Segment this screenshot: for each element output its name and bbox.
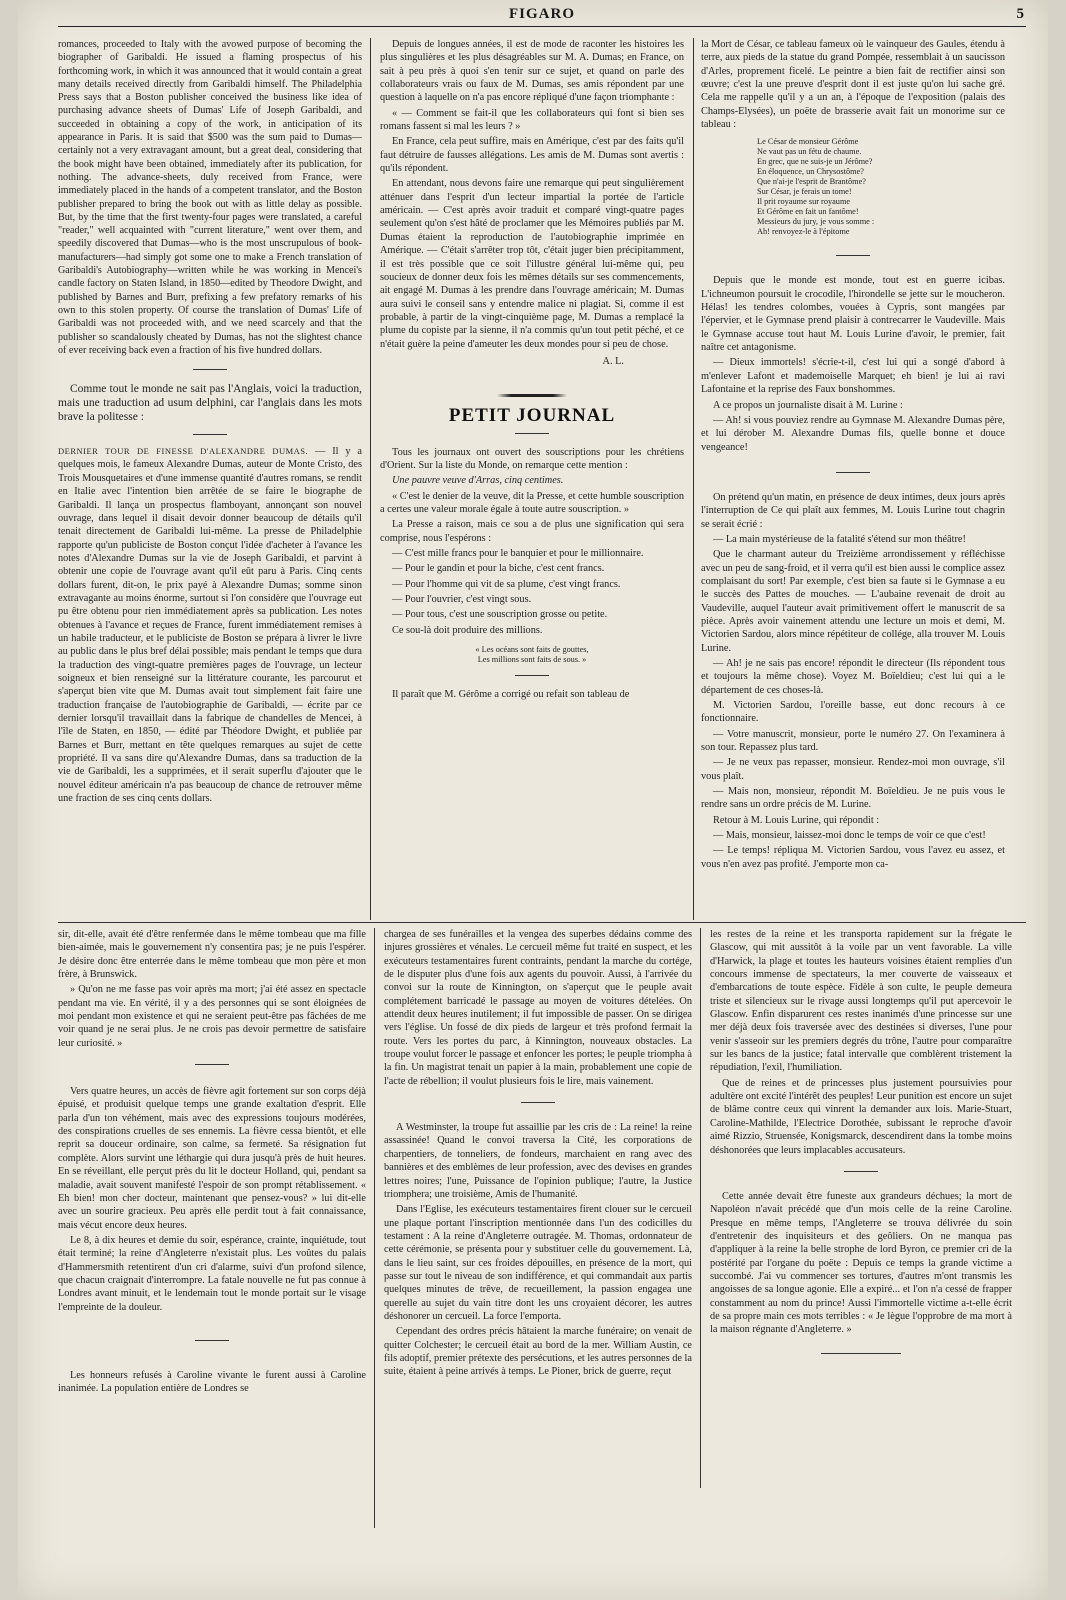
poem-line: En grec, que ne suis-je un Jérôme? xyxy=(757,157,873,167)
feuilleton-column-2 xyxy=(384,928,692,1530)
paragraph: Depuis que le monde est monde, tout est en guerre icibas. L'ichneumon poursuit le crocodile, l'hirondelle se jette sur le moucheron. Hélas! les tendres colombes, vouées à Cypris, sont mangées par l'épervier, et le Gymnase prend plaisir à contrecarrer le Vaudeville. Mais le Gymnase accuse tout haut M. Louis Lurine d'avoir, le premier, fait naître cet antagonisme. xyxy=(701,275,1005,354)
paragraph: A Westminster, la troupe fut assaillie par les cris de : La reine! la reine assassinée! Quand le convoi traversa la Cité, les corporations de charpentiers, de tonneliers, de fondeurs, marchaient en rang avec des bannières et des emblèmes de leur profession, avec des devises en grandes lettres noires; l'une, Puissance de l'opinion publique; l'autre, la Justice triomphera; une troisième, Amis de l'humanité. xyxy=(384,1122,692,1200)
ornament-rule xyxy=(497,394,567,397)
paragraph: Il paraît que M. Gérôme a corrigé ou refait son tableau de xyxy=(392,689,630,701)
quote xyxy=(380,645,684,665)
paragraph: la Mort de César, ce tableau fameux où le vainqueur des Gaules, étendu à terre, aux pieds de la statue du grand Pompée, ressemblait à un saucisson d'Arles, proprement ficelé. Le peintre a bien fait de rectifier ainsi son œuvre; c'est la une preuve d'esprit dont il est juste qu'on lui sache gré. Cela me rappelle qu'il y a un an, à l'époque de l'exposition (palais des Champs-Elysées), un poëte de brasserie avait fait un monorime sur ce tableau : xyxy=(701,39,1005,131)
paragraph: — Mais, monsieur, laissez-moi donc le temps de voir ce que c'est! xyxy=(713,830,986,842)
column-2 xyxy=(380,38,684,918)
paragraph: les restes de la reine et les transporta rapidement sur la frégate le Glascow, qui mit aussitôt à la voile par un vent favorable. La ville d'Harwick, la plage et toutes les hauteurs voisines étaient remplies d'un concours immense de spectateurs, la mer couverte de vaisseaux et d'embarcations de toute espèce. Fidèle à son culte, le peuple demeura triste et silencieux sur le rivage aussi longtemps qu'il put apercevoir le Glascow. Enfin disparurent ces restes inanimés d'une princesse sur une mer déjà deux fois traversée avec des destinées si diverses, l'une pour venir s'asseoir sur les premiers degrés du trône, l'autre pour comparaître sur les bancs de la justice; fatal intervalle que comblèrent tristement la répudiation, l'exil, l'humiliation. xyxy=(710,929,1012,1074)
paragraph: Vers quatre heures, un accès de fièvre agit fortement sur son corps déjà épuisé, et produisit quelque temps une grande exaltation d'esprit. Elle parla d'un ton véhément, mais avec des expressions toujours modérées, des conspirations cruelles de ses ennemis. La fièvre cessa bientôt, et elle reprit sa douceur ordinaire, son calme, sa fermeté. Sa résignation fut complète. Alors survint une léthargie qui dura jusqu'à près de huit heures. En se réveillant, elle perçut près du lit le docteur Holland, qui, pendant sa maladie, avait souvent manifesté l'espoir de son prompt rétablissement. « Eh bien! mon cher docteur, maintenant que pensez-vous? » lui dit-elle avec un sourire gracieux. Peu après elle perdit tout à fait connaissance, mais vécut encore deux heures. xyxy=(58,1086,366,1231)
column-3 xyxy=(701,38,1005,918)
section-title: PETIT JOURNAL xyxy=(448,405,616,427)
paragraph: En attendant, nous devons faire une remarque qui peut singulièrement atténuer dans l'esprit d'un lecteur impartial la portée de l'article américain. — C'est après avoir traduit et comparé vingt-quatre pages seulement qu'on s'est hâté de proclamer que les Mémoires publiés par M. Dumas étaient la reproduction de l'autobiographie imprimée en Amérique. — C'était s'arrêter trop tôt, c'était juger bien précipitamment, il est très possible que ce soit l'illustre général lui-même qui, peu soucieux de donner deux fois les mêmes détails sur ses commencements, ait engagé M. Dumas à les prendre dans l'ouvrage américain; M. Dumas aura suivi le conseil sans y entendre malice ni plagiat. Si, comme il est probable, à partir de la vingt-cinquième page, M. Dumas a remplacé la plume du copiste par la sienne, il n'a commis qu'un tout petit péché, et ce n'était guère la peine d'ameuter les deux mondes pour si peu de chose. xyxy=(380,178,684,350)
poem-line: Le César de monsieur Gérôme xyxy=(757,137,859,147)
paragraph: Que le charmant auteur du Treizième arrondissement y réfléchisse avec un peu de sang-froid, et il verra qu'il est bien aussi le complice assez complaisant du sort! Par exemple, c'est bien sa faute si le Gymnase a eu le succès des Pattes de mouches. — L'aubaine revenait de droit au Vaudeville, auquel l'auteur avait primitivement offert le manuscrit de sa pièce. Après avoir vainement attendu une lecture un mois et demi, M. Victorien Sardou, alors mince répétiteur de collége, alla trouver M. Louis Lurine. xyxy=(701,549,1005,654)
paragraph: A ce propos un journaliste disait à M. Lurine : xyxy=(713,399,903,411)
poem-line: Il prit royaume sur royaume xyxy=(757,197,851,207)
masthead: FIGARO xyxy=(509,6,575,22)
poem-line: Messieurs du jury, je vous somme : xyxy=(757,217,875,227)
paragraph: Une pauvre veuve d'Arras, cinq centimes. xyxy=(392,475,564,487)
paragraph: — Pour le gandin et pour la biche, c'est cent francs. xyxy=(392,563,605,575)
paragraph: Les honneurs refusés à Caroline vivante le furent aussi à Caroline inanimée. La population entière de Londres se xyxy=(58,1369,366,1395)
translation-article xyxy=(58,445,362,805)
separator-dash xyxy=(195,1340,229,1341)
paragraph: « C'est le denier de la veuve, dit la Presse, et cette humble souscription a certes une valeur morale égale à toute autre souscription. » xyxy=(380,490,684,515)
paragraph: — Ah! je ne sais pas encore! répondit le directeur (Ils répondent tous et toujours la même chose). Voyez M. Boïeldieu; c'est lui qui a le département de ces choses-là. xyxy=(701,658,1005,696)
section-divider xyxy=(58,922,1026,923)
paragraph: — C'est mille francs pour le banquier et pour le millionnaire. xyxy=(392,548,644,559)
poem-line: Que n'ai-je l'esprit de Brantôme? xyxy=(757,177,866,187)
paragraph: En France, cela peut suffire, mais en Amérique, c'est par des faits qu'il faut détruire de fausses allégations. Les amis de M. Dumas sont avertis : qu'ils répondent. xyxy=(380,136,684,175)
separator-dash xyxy=(836,472,870,473)
quote-line: Les millions sont faits de sous. » xyxy=(477,655,587,665)
paragraph: Tous les journaux ont ouvert des souscriptions pour les chrétiens d'Orient. Sur la liste du Monde, on remarque cette mention : xyxy=(380,446,684,471)
article-headline: DERNIER TOUR DE FINESSE D'ALEXANDRE DUMAS. xyxy=(58,446,309,457)
paragraph: — Pour l'ouvrier, c'est vingt sous. xyxy=(392,594,532,606)
separator-dash xyxy=(193,434,227,435)
paragraph: Que de reines et de princesses plus justement poursuivies pour adultère ont excité l'intérêt des peuples! Leur punition est encore un sujet de blâme contre ceux qui vinrent la demander aux lois. Marie-Stuart, Caroline-Mathilde, l'Electrice Dorothée, subissant le reproche d'avoir aimé Rizzio, Struensée, Konigsmarck, descendirent dans la tombe moins déshonorées que leurs implacables accusateurs. xyxy=(710,1077,1012,1156)
quote-line: « Les océans sont faits de gouttes, xyxy=(475,645,589,655)
paragraph: Ce sou-là doit produire des millions. xyxy=(392,624,543,636)
poem-line: Et Gérôme en fait un fantôme! xyxy=(757,207,859,217)
poem xyxy=(757,137,1005,237)
paragraph: — Pour l'homme qui vit de sa plume, c'est vingt francs. xyxy=(392,578,621,590)
poem-line: Ah! renvoyez-le à l'épitome xyxy=(757,227,850,237)
column-rule xyxy=(693,38,694,920)
separator-dash xyxy=(193,369,227,370)
poem-line: Sur César, je ferais un tome! xyxy=(757,187,852,197)
paragraph: — Pour tous, c'est une souscription grosse ou petite. xyxy=(392,609,608,621)
feuilleton-column-1 xyxy=(58,928,366,1530)
separator-dash xyxy=(195,1064,229,1065)
translation-body: — Il y a quelques mois, le fameux Alexandre Dumas, auteur de Monte Cristo, des Trois Mousquetaires et d'une immense quantité d'autres romans, se rendit en Italie avec l'intention bien arrêtée de se faire le biographe de Garibaldi. Il lança un prospectus flamboyant, annonçant son nouvel ouvrage, dans lequel il disait devoir donner beaucoup de détails qu'il tenait directement de Garibaldi lui-même. La presse de Philadelphie rapporte qu'un publiciste de Boston conçut l'idée d'acheter à l'avance les notes d'Alexandre Dumas sur la vie de Joseph Garibaldi, et parvint à obtenir une copie de l'ouvrage avant qu'il eût paru à Paris. Cinq cents dollars furent, dit-on, le prix payé à Alexandre Dumas; somme sinon extravagante au moins énorme, surtout si l'on considère que l'ouvrage eut pu être obtenu pour rien immédiatement après sa publication. Les notes obtenues à l'avance et reçues de France, furent immédiatement remises à un habile traducteur, et le publiciste de Boston se prépara à livrer le livre au public dans le plus bref délai possible; mais pendant le temps que dura la traduction des vingt-quatre premières pages de l'ouvrage, un lecteur soigneux et bien renseigné sur la littérature courante, les parcourut et s'aperçut bien vite que M. Dumas avait tout simplement fait faire une traduction française de l'autobiographie de Garibaldi, — écrite par ce dernier lorsqu'il travaillait dans la fabrique de chandelles de Mencei, à l'île de Staten, en 1850, — édité par Théodore Dwight, et publiée par Barnes et Burr, mettant en tête quelques remarques au sujet de cette propriété. Il va sans dire qu'Alexandre Dumas, dans sa traduction de la vie de Garibaldi, les a supprimées, et il serait superflu d'ajouter que le nouvel éditeur américain n'a pas beaucoup de chance de retrouver même une fraction de ses cinq cents dollars. xyxy=(58,446,362,805)
paragraph: — Mais non, monsieur, répondit M. Boïeldieu. Je ne puis vous le rendre sans un ordre précis de M. Lurine. xyxy=(701,786,1005,811)
paragraph: Cependant des ordres précis hâtaient la marche funéraire; on venait de quitter Colchester; le cercueil était au bord de la mer. William Austin, ce fils adoptif, premier prétexte des persécutions, et les autres personnes de la suite, étaient à peine arrivés à temps. Le Pioner, brick de guerre, reçut xyxy=(384,1326,692,1378)
paragraph: — La main mystérieuse de la fatalité s'étend sur mon théâtre! xyxy=(713,533,966,545)
newspaper-page xyxy=(18,0,1048,1600)
paragraph: — Je ne veux pas repasser, monsieur. Rendez-moi mon ouvrage, s'il vous plaît. xyxy=(701,757,1005,782)
paragraph: Depuis de longues années, il est de mode de raconter les histoires les plus singulières et les plus désagréables sur M. A. Dumas; en France, on sait à peu près à quoi s'en tenir sur ce sujet, et quand on parle des collaborateurs vrais ou faux de M. Dumas, ses amis répondent par une question à laquelle on n'a pas encore répliqué d'une façon triomphante : xyxy=(380,39,684,104)
paragraph: La Presse a raison, mais ce sou a de plus une signification qui sera comprise, nous l'espérons : xyxy=(380,519,684,544)
poem-line: Ne vaut pas un fétu de chaume. xyxy=(757,147,862,157)
column-rule xyxy=(374,928,375,1528)
paragraph: Cette année devait être funeste aux grandeurs déchues; la mort de Napoléon n'avait précédé que d'un mois celle de la reine Caroline. Presque en même temps, l'Angleterre se trouva délivrée du soin d'entretenir des inquisiteurs et des geôliers. On ne manqua pas d'appliquer à la reine la belle strophe de lord Byron, ce premier cri de la postérité par l'organe du poëte : Depuis ce temps la grande victime a succombé. J'ai vu commencer ses tortures, d'autres m'ont transmis les angoisses de sa longue agonie. Elle a expiré... et l'on n'a cessé de frapper constamment au nom du prince! Aussi l'immortelle victime a-t-elle écrit de sa propre main ces mots terribles : « Je lègue l'opprobre de ma mort à la maison régnante d'Angleterre. » xyxy=(710,1190,1012,1336)
paragraph: On prétend qu'un matin, en présence de deux intimes, deux jours après l'interruption de Ce qui plaît aux femmes, M. Louis Lurine tout chagrin se serait écrié : xyxy=(701,491,1005,530)
separator-dash xyxy=(836,255,870,256)
paragraph: Le 8, à dix heures et demie du soir, espérance, crainte, inquiétude, tout était terminé; la reine d'Angleterre n'existait plus. Les voûtes du palais d'Hammersmith retentirent d'un cri d'alarme, suivi d'un profond silence, que chacun craignait d'interrompre. La fatale nouvelle ne fut pas connue à Londres avant minuit, et le lendemain tout le monde portait sur le visage l'empreinte de la douleur. xyxy=(58,1234,366,1313)
column-rule xyxy=(700,928,701,1488)
column-rule xyxy=(370,38,371,920)
paragraph: « — Comment se fait-il que les collaborateurs qui font si bien ses romans fassent si mal les leurs ? » xyxy=(380,107,684,133)
paragraph: sir, dit-elle, avait été d'être renfermée dans le même tombeau que ma fille bien-aimée, mais le gouvernement n'y consentira pas; je ne puis l'espérer. Je désire donc être enterrée dans le même tombeau que mon père et mon frère, à Brunswick. xyxy=(58,929,366,981)
paragraph: » Qu'on ne me fasse pas voir après ma mort; j'ai été assez en spectacle pendant ma vie. En vérité, il y a des personnes qui se sont éloignées de moi pendant mon existence et qui ne seraient peut-être pas fâchées de me voir quand je ne serai plus. Je ne crois pas devoir permettre de satisfaire leur curiosité. » xyxy=(58,984,366,1049)
page-number: 5 xyxy=(1016,6,1024,22)
paragraph: M. Victorien Sardou, l'oreille basse, eut donc recours à ce fonctionnaire. xyxy=(701,700,1005,725)
paragraph: Dans l'Eglise, les exécuteurs testamentaires firent clouer sur le cercueil une plaque portant l'inscription mentionnée dans l'un des codicilles du testament : A la reine d'Angleterre outragée. M. Thomas, ordonnateur de cette cérémonie, se présenta pour y substituer celle du gouvernement. Là, dans le lieu saint, sur ces froides dépouilles, en présence de la mort, qui passe sur tout le niveau de son indifférence, et qui commandait aux partis quelques minutes de trêve, de recueillement, la passion engagea une querelle au sujet du vain titre dont les uns croyaient décorer, les autres déshonorer un cercueil. La force l'emporta. xyxy=(384,1204,692,1322)
separator-dash xyxy=(821,1353,901,1354)
signature: A. L. xyxy=(602,355,624,367)
translation-intro: Comme tout le monde ne sait pas l'Anglais, voici la traduction, mais une traduction ad usum delphini, car l'anglais dans les mots brave la politesse : xyxy=(58,383,362,424)
paragraph: — Votre manuscrit, monsieur, porte le numéro 27. On l'examinera à son tour. Repassez plus tard. xyxy=(701,728,1005,754)
paragraph: — Le temps! répliqua M. Victorien Sardou, vous l'avez eu assez, et vous n'en avez pas profité. J'emporte mon ca- xyxy=(701,845,1005,870)
column-1 xyxy=(58,38,362,918)
english-article: romances, proceeded to Italy with the avowed purpose of becoming the biographer of Garibaldi. He issued a flaming prospectus of his forthcoming work, in which it was announced that it would contain a great many details received directly from Garibaldi himself. The Philadelphia Press says that a Boston publisher conceived the business like idea of purchasing advance sheets of Dumas' Life of Joseph Garibaldi, and succeeded in obtaining a copy of the work, in anticipation of its appearance in Paris. It is said that $500 was the sum paid to Dumas—certainly not a very extravagant amount, but a great deal, considering that the book might have been obtained, immediately after its publication, for nothing. The advance-sheets, duly received from France, were immediately placed in the hands of a competent translator, and the Boston publisher prepared to bring the book out with as little delay as possible. But, by the time that the first twenty-four pages were translated, a careful "reader," well acquainted with "current literature," went over them, and speedily discovered that Dumas—who is the most unscrupulous of book-manufacturers—had simply got some one to make a French translation of Garibaldi's Autobiography—written while he was working in Mencei's candle factory on Staten Island, in 1850—edited by Theodore Dwight, and published by Barnes and Burr, prefixing a few prefatory remarks of his own to this stolen property. Of course the translation of Dumas' Life of Garibaldi was not proceeded with, and we need scarcely and that the publisher so scandalously cheated by Dumas, has not the slightest chance of ever receiving back even a fraction of his five hundred dollars. xyxy=(58,39,362,356)
separator-dash xyxy=(844,1171,878,1172)
paragraph: — Ah! si vous pouviez rendre au Gymnase M. Alexandre Dumas père, et lui dérober M. Alexandre Dumas fils, quelle bonne et douce vengeance! xyxy=(701,414,1005,453)
separator-dash xyxy=(521,1102,555,1103)
paragraph: Retour à M. Louis Lurine, qui répondit : xyxy=(713,814,880,826)
separator-dash xyxy=(515,675,549,676)
feuilleton-column-3 xyxy=(710,928,1012,1530)
poem-line: En éloquence, un Chrysostôme? xyxy=(757,167,864,177)
paragraph: — Dieux immortels! s'écrie-t-il, c'est lui qui a songé d'abord à m'enlever Lafont et mademoiselle Marquet; eh bien! je lui ai ravi Lafontaine et la reprise des Faux bonshommes. xyxy=(701,357,1005,396)
paragraph: chargea de ses funérailles et la vengea des superbes dédains comme des injures grossières et vénales. Le cercueil même fut traité en suspect, et les exécuteurs testamentaires furent contraints, pendant la marche du cortége, de le disputer plus d'une fois aux agents du pouvoir. Aussi, à l'arrivée du convoi sur la route de Kinnington, on s'aperçut que le peuple avait complétement barricadé le passage au moyen de voitures dételées. On attendit deux heures inutilement; il fut impossible de passer. On se dirigea vers l'église. Un fossé de dix pieds de largeur et très profond fermait la route. Vers les portes du parc, à Kinnington, nouveaux obstacles. La troupe voulut forcer le passage et enfoncer les portes; le peuple triompha à la fin. Un magistrat tenait un papier à la main, probablement une copie de l'acte de rébellion; il voulut plusieurs fois le lire, mais vainement. xyxy=(384,929,692,1087)
separator-dash xyxy=(515,433,549,434)
page-header xyxy=(58,4,1026,27)
